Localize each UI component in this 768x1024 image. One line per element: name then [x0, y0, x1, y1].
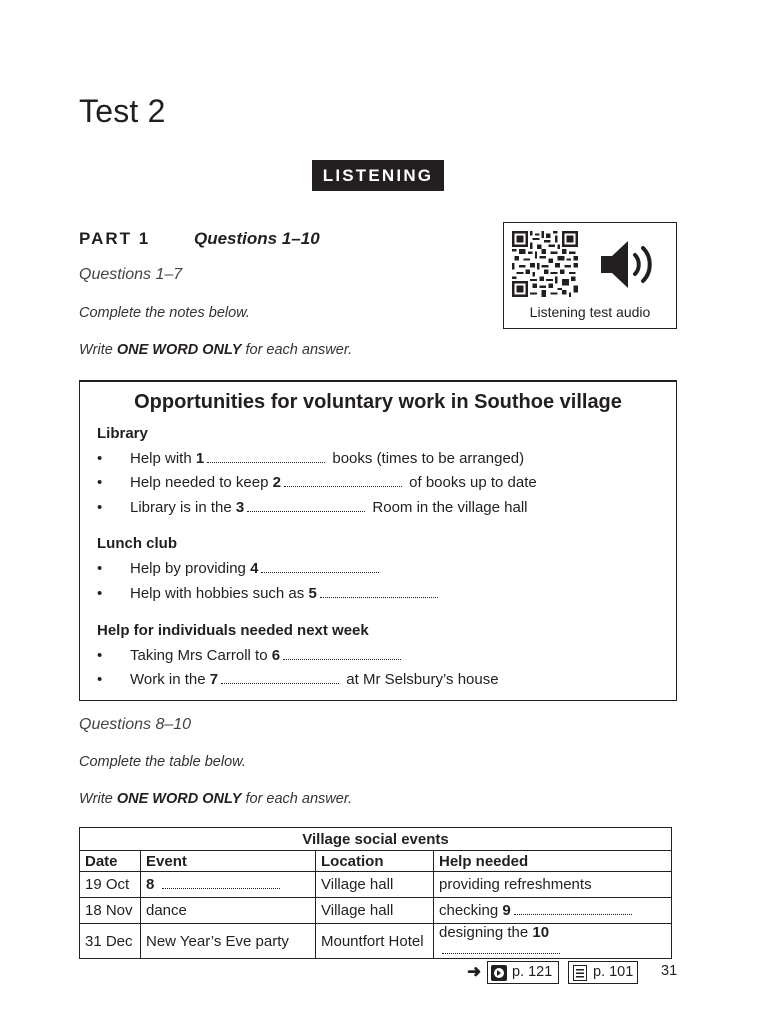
page-number: 31: [661, 963, 678, 979]
question-number-10: 10: [532, 924, 550, 941]
cell-help: checking 9: [434, 898, 672, 924]
column-header-event: Event: [141, 851, 316, 872]
table-row: [80, 872, 672, 898]
question-number-6: 6: [271, 647, 281, 664]
cell-date: 18 Nov: [80, 898, 141, 924]
notes-box: Opportunities for voluntary work in Southoe village Library • Help with 1 books (times to be arranged) • Help needed to keep 2 of books up to date • Library is in the 3 Room in the village hall Lunch club • Help by providing 4 • Help with hobbies such as 5 Help for individuals needed next week • Taking Mrs Carroll to 6 • Work in the 7 at Mr Selsbury’s house: [79, 380, 677, 701]
answer-key-page: p. 101: [593, 964, 634, 980]
cell-location: Mountfort Hotel: [316, 924, 434, 959]
answer-gap-3[interactable]: [247, 500, 365, 512]
part-questions: Questions 1–10: [194, 229, 320, 248]
part-heading: PART 1: [79, 229, 151, 248]
question-number-1: 1: [195, 450, 205, 467]
cell-date: 31 Dec: [80, 924, 141, 959]
audio-script-page: p. 121: [512, 964, 553, 980]
notes-title: Opportunities for voluntary work in Southoe village: [134, 391, 622, 413]
cell-event: New Year’s Eve party: [141, 924, 316, 959]
audio-label: Listening test audio: [529, 304, 651, 320]
instruction-word-limit-1: Write ONE WORD ONLY for each answer.: [79, 342, 353, 358]
answer-gap-4[interactable]: [261, 561, 379, 573]
cell-location: Village hall: [316, 872, 434, 898]
section-heading-lunch-club: Lunch club: [97, 535, 177, 552]
questions-8-10-label: Questions 8–10: [79, 716, 192, 733]
answer-gap-10[interactable]: [442, 942, 560, 954]
cell-help: designing the 10: [434, 924, 672, 959]
table-row: [80, 898, 672, 924]
cell-location: Village hall: [316, 898, 434, 924]
audio-script-icon: [491, 965, 507, 981]
question-number-2: 2: [272, 474, 281, 491]
questions-1-7-label: Questions 1–7: [79, 266, 183, 283]
events-table: [79, 827, 672, 959]
answer-key-reference[interactable]: [568, 961, 638, 984]
section-heading-individuals: Help for individuals needed next week: [97, 622, 369, 639]
test-title: Test 2: [79, 93, 166, 129]
cell-date: 19 Oct: [80, 872, 141, 898]
table-row: [80, 924, 672, 959]
column-header-help: Help needed: [434, 851, 672, 872]
cell-event: dance: [141, 898, 316, 924]
question-number-3: 3: [235, 499, 245, 516]
question-number-8: 8: [146, 876, 155, 893]
cell-event: [141, 872, 316, 898]
answer-gap-8[interactable]: [162, 877, 280, 889]
instruction-table: Complete the table below.: [79, 754, 246, 770]
qr-code-icon[interactable]: [512, 231, 578, 297]
speaker-icon[interactable]: [599, 237, 657, 292]
question-number-4: 4: [250, 560, 259, 577]
answer-key-icon: [573, 965, 587, 981]
table-caption: Village social events: [80, 828, 672, 851]
question-number-7: 7: [209, 671, 219, 688]
answer-gap-6[interactable]: [283, 648, 401, 660]
column-header-date: Date: [80, 851, 141, 872]
instruction-notes: Complete the notes below.: [79, 305, 250, 321]
audio-box[interactable]: [503, 222, 677, 329]
answer-gap-2[interactable]: [284, 475, 402, 487]
answer-gap-9[interactable]: [514, 903, 632, 915]
cell-help: providing refreshments: [434, 872, 672, 898]
instruction-word-limit-2: Write ONE WORD ONLY for each answer.: [79, 791, 353, 807]
audio-script-reference[interactable]: [487, 961, 559, 984]
question-number-5: 5: [308, 585, 317, 602]
answer-gap-1[interactable]: [207, 451, 325, 463]
arrow-right-icon: ➜: [467, 962, 482, 981]
question-number-9: 9: [502, 902, 511, 919]
section-banner: LISTENING: [312, 160, 444, 191]
answer-gap-7[interactable]: [221, 672, 339, 684]
column-header-location: Location: [316, 851, 434, 872]
section-heading-library: Library: [97, 425, 148, 442]
answer-gap-5[interactable]: [320, 586, 438, 598]
